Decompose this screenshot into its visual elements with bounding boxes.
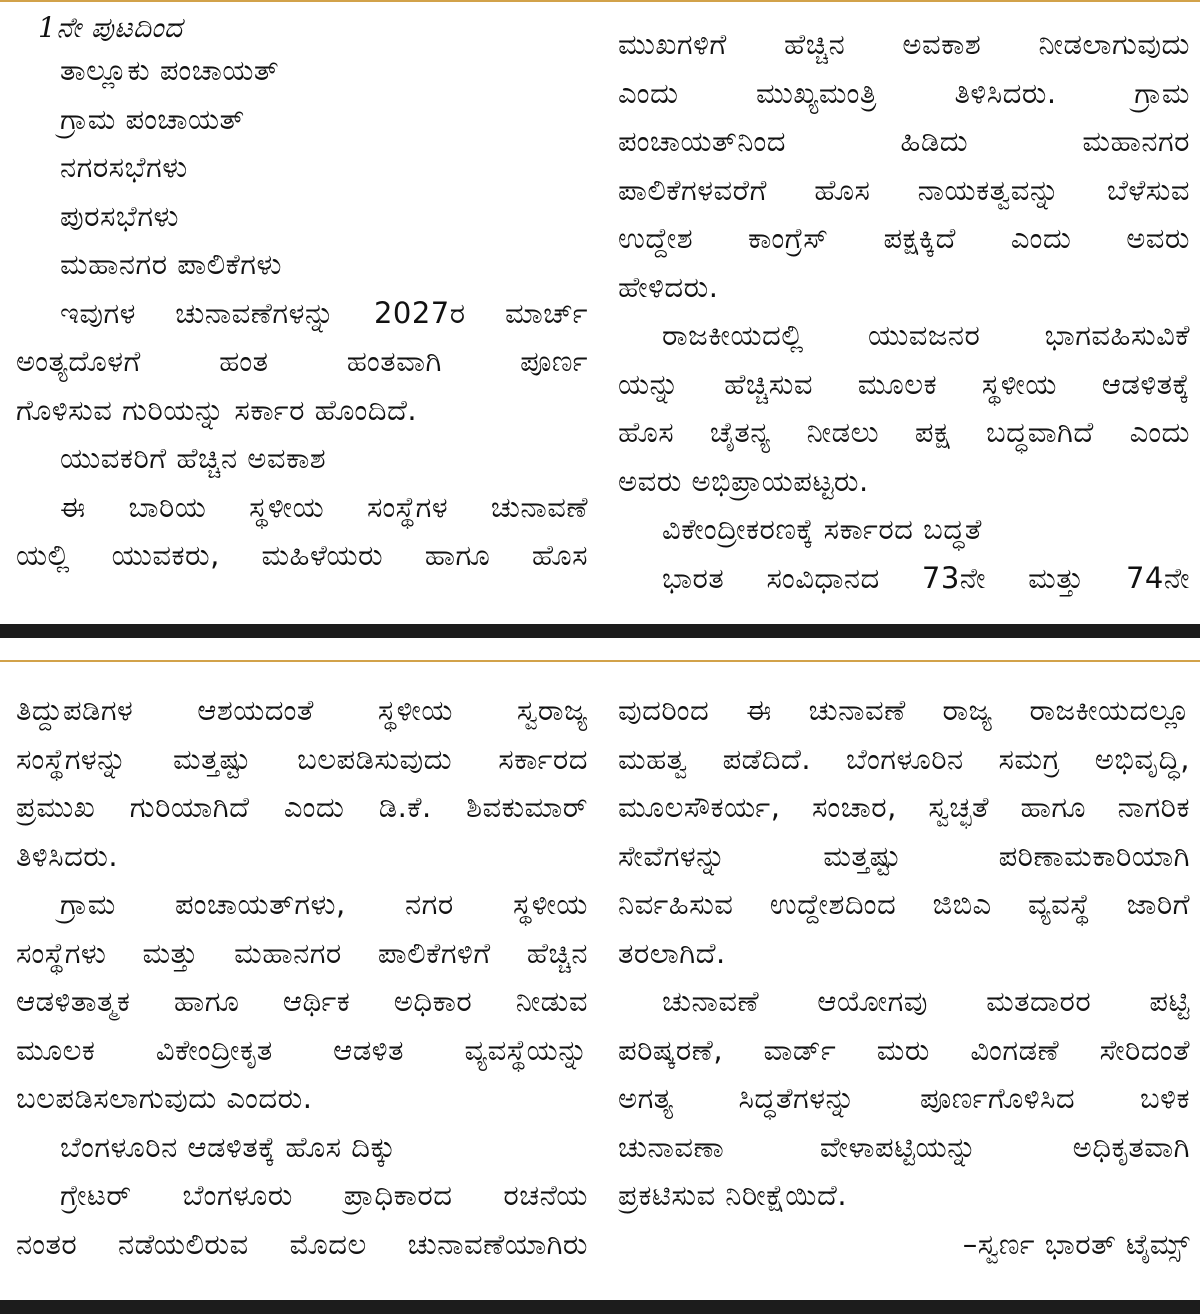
- top-right-text-lines: [618, 20, 1190, 602]
- bottom-right-column: [618, 686, 1190, 1268]
- text-line: ಇವುಗಳ ಚುನಾವಣೆಗಳನ್ನು 2027ರ ಮಾರ್ಚ್: [60, 295, 588, 330]
- text-line: ಪಂಚಾಯತ್‌ನಿಂದ ಹಿಡಿದು ಮಹಾನಗರ: [618, 124, 1190, 158]
- text-line: ನಿರ್ವಹಿಸುವ ಉದ್ದೇಶದಿಂದ ಜಿಬಿಎ ವ್ಯವಸ್ಥೆ ಜಾರಿಗೆ: [618, 887, 1190, 921]
- text-line: ಪರಿಷ್ಕರಣೆ, ವಾರ್ಡ್ ಮರು ವಿಂಗಡಣೆ ಸೇರಿದಂತೆ: [618, 1032, 1190, 1067]
- text-line: ಅಗತ್ಯ ಸಿದ್ಧತೆಗಳನ್ನು ಪೂರ್ಣಗೊಳಿಸಿದ ಬಳಿಕ: [618, 1081, 1190, 1115]
- text-line: ಭಾರತ ಸಂವಿಧಾನದ 73ನೇ ಮತ್ತು 74ನೇ: [662, 560, 1190, 595]
- text-line: ನಗರಸಭೆಗಳು: [60, 150, 188, 184]
- text-line: ರಾಜಕೀಯದಲ್ಲಿ ಯುವಜನರ ಭಾಗವಹಿಸುವಿಕೆ: [662, 318, 1190, 352]
- text-line: ವುದರಿಂದ ಈ ಚುನಾವಣೆ ರಾಜ್ಯ ರಾಜಕೀಯದಲ್ಲೂ: [618, 693, 1190, 727]
- text-line: ಯನ್ನು ಹೆಚ್ಚಿಸುವ ಮೂಲಕ ಸ್ಥಳೀಯ ಆಡಳಿತಕ್ಕೆ: [618, 366, 1190, 401]
- text-line: ಗ್ರಾಮ ಪಂಚಾಯತ್‌ಗಳು, ನಗರ ಸ್ಥಳೀಯ: [60, 887, 588, 921]
- bottom-separator-band: [0, 1300, 1200, 1314]
- text-line: ಉದ್ದೇಶ ಕಾಂಗ್ರೆಸ್ ಪಕ್ಷಕ್ಕಿದೆ ಎಂದು ಅವರು: [618, 221, 1190, 255]
- text-line: ಯುವಕರಿಗೆ ಹೆಚ್ಚಿನ ಅವಕಾಶ: [60, 441, 327, 475]
- text-line: ಪ್ರಕಟಿಸುವ ನಿರೀಕ್ಷೆಯಿದೆ.: [618, 1178, 848, 1212]
- bottom-right-text-lines: [618, 686, 1190, 1268]
- bottom-left-text-lines: [16, 686, 588, 1268]
- text-line: ಅಂತ್ಯದೊಳಗೆ ಹಂತ ಹಂತವಾಗಿ ಪೂರ್ಣ: [16, 344, 588, 378]
- text-line: ಹೇಳಿದರು.: [618, 269, 719, 304]
- text-line: ಚುನಾವಣಾ ವೇಳಾಪಟ್ಟಿಯನ್ನು ಅಧಿಕೃತವಾಗಿ: [618, 1129, 1190, 1164]
- text-line: ಆಡಳಿತಾತ್ಮಕ ಹಾಗೂ ಆರ್ಥಿಕ ಅಧಿಕಾರ ನೀಡುವ: [16, 984, 588, 1018]
- middle-gold-rule: [0, 660, 1200, 662]
- text-line: ಮೂಲಸೌಕರ್ಯ, ಸಂಚಾರ, ಸ್ವಚ್ಛತೆ ಹಾಗೂ ನಾಗರಿಕ: [618, 790, 1190, 824]
- text-line: ಬಲಪಡಿಸಲಾಗುವುದು ಎಂದರು.: [16, 1081, 313, 1115]
- top-gold-rule: [0, 0, 1200, 2]
- top-left-text-lines: [16, 46, 588, 580]
- text-line: ತಿಳಿಸಿದರು.: [16, 838, 119, 873]
- text-line: ಸೇವೆಗಳನ್ನು ಮತ್ತಷ್ಟು ಪರಿಣಾಮಕಾರಿಯಾಗಿ: [618, 838, 1190, 873]
- text-line: ತರಲಾಗಿದೆ.: [618, 935, 726, 970]
- text-line: ತಿದ್ದುಪಡಿಗಳ ಆಶಯದಂತೆ ಸ್ಥಳೀಯ ಸ್ವರಾಜ್ಯ: [16, 693, 588, 727]
- text-line: ಸಂಸ್ಥೆಗಳನ್ನು ಮತ್ತಷ್ಟು ಬಲಪಡಿಸುವುದು ಸರ್ಕಾರದ: [16, 741, 588, 776]
- text-line: ಮೂಲಕ ವಿಕೇಂದ್ರೀಕೃತ ಆಡಳಿತ ವ್ಯವಸ್ಥೆಯನ್ನು: [16, 1032, 588, 1067]
- top-left-column: [16, 6, 588, 580]
- text-line: ಸಂಸ್ಥೆಗಳು ಮತ್ತು ಮಹಾನಗರ ಪಾಲಿಕೆಗಳಿಗೆ ಹೆಚ್ಚಿನ: [16, 935, 588, 970]
- text-line: ಹೊಸ ಚೈತನ್ಯ ನೀಡಲು ಪಕ್ಷ ಬದ್ಧವಾಗಿದೆ ಎಂದು: [618, 415, 1190, 449]
- text-line: ಮುಖಗಳಿಗೆ ಹೆಚ್ಚಿನ ಅವಕಾಶ ನೀಡಲಾಗುವುದು: [618, 27, 1190, 61]
- text-line: ಗ್ರಾಮ ಪಂಚಾಯತ್: [60, 101, 245, 136]
- text-line: ಪ್ರಮುಖ ಗುರಿಯಾಗಿದೆ ಎಂದು ಡಿ.ಕೆ. ಶಿವಕುಮಾರ್: [16, 790, 588, 824]
- text-line: ಅವರು ಅಭಿಪ್ರಾಯಪಟ್ಟರು.: [618, 463, 869, 498]
- bottom-left-column: [16, 686, 588, 1268]
- text-line: ಮಹತ್ವ ಪಡೆದಿದೆ. ಬೆಂಗಳೂರಿನ ಸಮಗ್ರ ಅಭಿವೃದ್ಧಿ,: [618, 741, 1190, 776]
- text-line: ಎಂದು ಮುಖ್ಯಮಂತ್ರಿ ತಿಳಿಸಿದರು. ಗ್ರಾಮ: [618, 75, 1190, 110]
- continued-from-page-label: 1ನೇ ಪುಟದಿಂದ: [38, 11, 183, 44]
- section-separator-band: [0, 624, 1200, 638]
- text-line: ಗ್ರೇಟರ್ ಬೆಂಗಳೂರು ಪ್ರಾಧಿಕಾರದ ರಚನೆಯ: [60, 1178, 588, 1212]
- text-line: ವಿಕೇಂದ್ರೀಕರಣಕ್ಕೆ ಸರ್ಕಾರದ ಬದ್ಧತೆ: [662, 512, 982, 546]
- text-line: ನಂತರ ನಡೆಯಲಿರುವ ಮೊದಲ ಚುನಾವಣೆಯಾಗಿರು: [16, 1226, 588, 1261]
- text-line: –ಸ್ವರ್ಣ ಭಾರತ್ ಟೈಮ್ಸ್: [962, 1226, 1190, 1261]
- text-line: ಮಹಾನಗರ ಪಾಲಿಕೆಗಳು: [60, 247, 282, 281]
- text-line: ಈ ಬಾರಿಯ ಸ್ಥಳೀಯ ಸಂಸ್ಥೆಗಳ ಚುನಾವಣೆ: [60, 489, 588, 524]
- text-line: ಗೊಳಿಸುವ ಗುರಿಯನ್ನು ಸರ್ಕಾರ ಹೊಂದಿದೆ.: [16, 392, 418, 427]
- text-line: ಬೆಂಗಳೂರಿನ ಆಡಳಿತಕ್ಕೆ ಹೊಸ ದಿಕ್ಕು: [60, 1129, 397, 1164]
- top-right-column: [618, 20, 1190, 602]
- text-line: ಯಲ್ಲಿ ಯುವಕರು, ಮಹಿಳೆಯರು ಹಾಗೂ ಹೊಸ: [16, 538, 588, 572]
- text-line: ಪಾಲಿಕೆಗಳವರೆಗೆ ಹೊಸ ನಾಯಕತ್ವವನ್ನು ಬೆಳೆಸುವ: [618, 172, 1190, 207]
- text-line: ಚುನಾವಣೆ ಆಯೋಗವು ಮತದಾರರ ಪಟ್ಟಿ: [662, 984, 1190, 1018]
- text-line: ತಾಲ್ಲೂಕು ಪಂಚಾಯತ್: [60, 53, 280, 87]
- text-line: ಪುರಸಭೆಗಳು: [60, 198, 179, 233]
